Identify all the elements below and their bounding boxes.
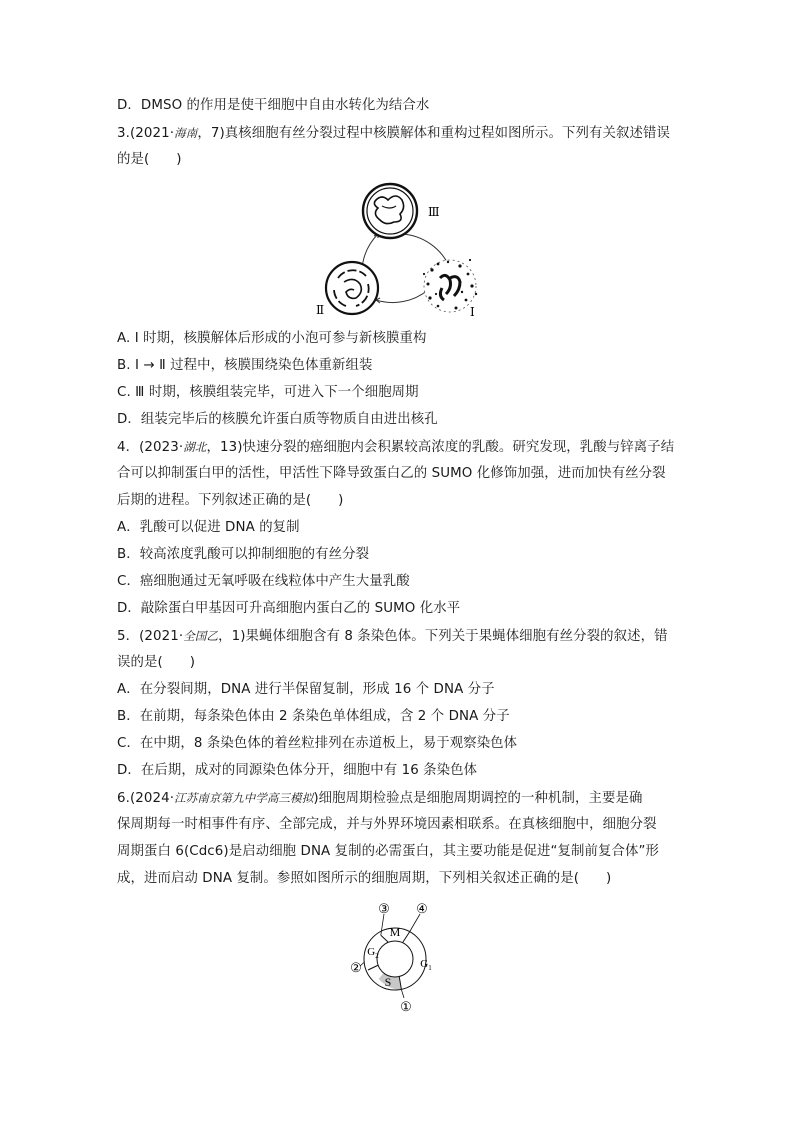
q4-stem-line3: 后期的进程。下列叙述正确的是( ) xyxy=(117,493,344,508)
phase-label-G1: $G_1$ xyxy=(420,958,432,972)
q5-stem-line1: 5．(2021·全国乙，1)果蝇体细胞含有 8 条染色体。下列关于果蝇体细胞有丝分裂的叙述，错 xyxy=(117,629,668,644)
q3-stem-line1: 3.(2021·海南，7)真核细胞有丝分裂过程中核膜解体和重构过程如图所示。下列有关叙述错误 xyxy=(117,126,670,141)
phase-label-S: S xyxy=(384,975,392,989)
q3-option-a: A. Ⅰ 时期，核膜解体后形成的小泡可参与新核膜重构 xyxy=(117,331,427,346)
label-stage-II: Ⅱ xyxy=(316,303,325,317)
label-stage-I: Ⅰ xyxy=(470,305,475,319)
q6-stem-line4: 成，进而启动 DNA 复制。参照如图所示的细胞周期，下列相关叙述正确的是( ) xyxy=(117,871,612,886)
q3-option-b: B. Ⅰ → Ⅱ 过程中，核膜围绕染色体重新组装 xyxy=(117,358,373,373)
cell-stage-II xyxy=(326,262,378,314)
q6-stem-line1: 6.(2024·江苏南京第九中学高三模拟)细胞周期检验点是细胞周期调控的一种机制，主要是确 xyxy=(117,791,643,806)
q5-option-d: D．在后期，成对的同源染色体分开，细胞中有 16 条染色体 xyxy=(117,763,478,778)
label-stage-III: Ⅲ xyxy=(428,205,440,219)
marker-3: ③ xyxy=(378,901,390,916)
q5-option-c: C．在中期，8 条染色体的着丝粒排列在赤道板上，易于观察染色体 xyxy=(117,736,518,751)
q4-stem-line1: 4．(2023·湖北，13)快速分裂的癌细胞内会积累较高浓度的乳酸。研究发现，乳酸与锌离子结 xyxy=(117,440,675,455)
q5-stem-line2: 误的是( ) xyxy=(117,655,196,670)
q4-option-b: B．较高浓度乳酸可以抑制细胞的有丝分裂 xyxy=(117,547,370,562)
q4-option-c: C．癌细胞通过无氧呼吸在线粒体中产生大量乳酸 xyxy=(117,574,410,589)
q4-option-a: A．乳酸可以促进 DNA 的复制 xyxy=(117,520,300,535)
nuclear-envelope-figure xyxy=(310,178,490,320)
marker-4: ④ xyxy=(416,901,428,916)
q5-option-a: A．在分裂间期，DNA 进行半保留复制，形成 16 个 DNA 分子 xyxy=(117,682,495,697)
q3-option-c: C. Ⅲ 时期，核膜组装完毕，可进入下一个细胞周期 xyxy=(117,385,419,400)
marker-1: ① xyxy=(400,999,412,1014)
q4-stem-line2: 合可以抑制蛋白甲的活性，甲活性下降导致蛋白乙的 SUMO 化修饰加强，进而加快有丝分裂 xyxy=(117,466,666,481)
q3-stem-line2: 的是( ) xyxy=(117,152,182,167)
q3-option-d: D．组装完毕后的核膜允许蛋白质等物质自由进出核孔 xyxy=(117,412,438,427)
q6-stem-line3: 周期蛋白 6(Cdc6)是启动细胞 DNA 复制的必需蛋白，其主要功能是促进“复制前复合体”形 xyxy=(117,844,660,859)
q6-stem-line2: 保周期每一时相事件有序、全部完成，并与外界环境因素相联系。在真核细胞中，细胞分裂 xyxy=(117,817,657,832)
arrow-I-to-II xyxy=(376,290,428,303)
phase-label-G2: $G_2$ xyxy=(367,946,379,960)
q5-option-b: B．在前期，每条染色体由 2 条染色单体组成，含 2 个 DNA 分子 xyxy=(117,709,510,724)
q4-option-d: D．敲除蛋白甲基因可升高细胞内蛋白乙的 SUMO 化水平 xyxy=(117,601,461,616)
q2-option-d: D．DMSO 的作用是使干细胞中自由水转化为结合水 xyxy=(117,98,430,113)
phase-label-M: M xyxy=(389,925,401,939)
cell-cycle-figure xyxy=(340,900,450,1018)
cell-stage-III xyxy=(363,184,417,238)
marker-2: ② xyxy=(350,960,362,975)
